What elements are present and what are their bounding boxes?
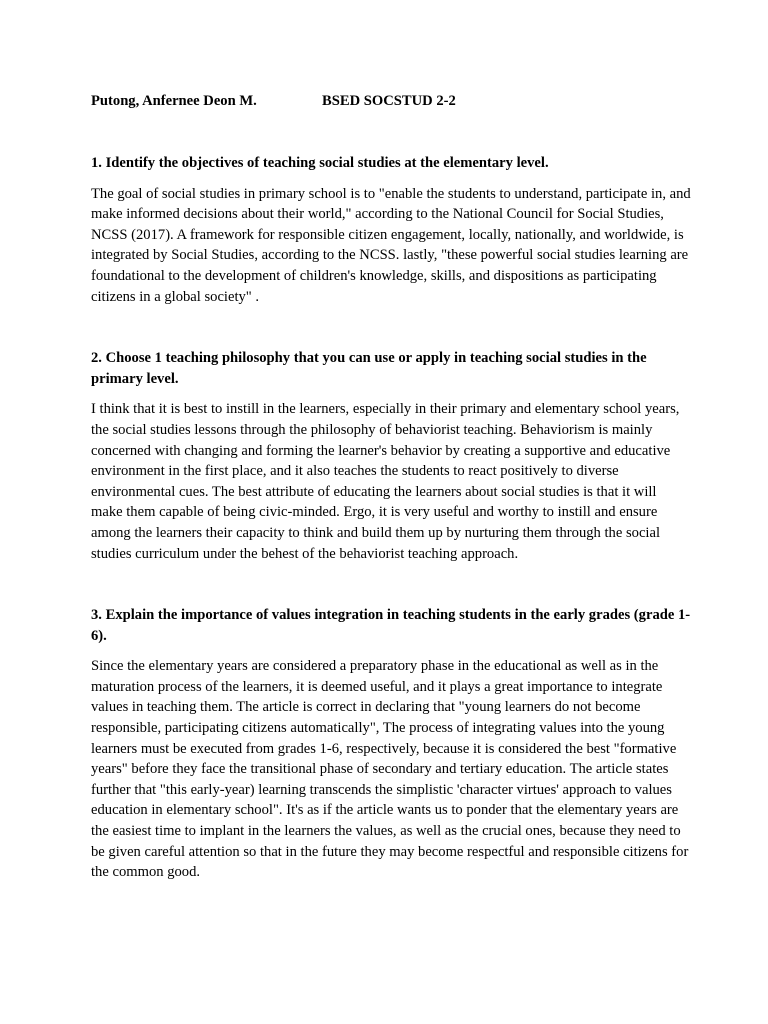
answer-2: I think that it is best to instill in the learners, especially in their primary and elementary school years, the social studies lessons through the philosophy of behaviorist teaching. Behaviorism is mainly concerned with changing and forming the learner's behavior by creating a supportive and educative environment in the first place, and it also teaches the students to react positively to diverse environmental cues. The best attribute of educating the learners about social studies is that it will make them capable of being civic-minded. Ergo, it is very useful and worthy to instill and ensure among the learners their capacity to think and build them up by nurturing them through the social studies curriculum under the behest of the behaviorist teaching approach. — [91, 401, 680, 562]
answer-3: Since the elementary years are considered a preparatory phase in the educational as well as in the maturation process of the learners, it is deemed useful, and it plays a great importance to integrate values in teaching them. The article is correct in declaring that "young learners do not become responsible, participating citizens automatically", The process of integrating values into the young learners must be executed from grades 1-6, respectively, because it is considered the best "formative years" before they face the transitional phase of secondary and tertiary education. The article states further that "this early-year) learning transcends the simplistic 'character virtues' approach to values education in elementary school". It's as if the article wants us to ponder that the elementary years are the easiest time to implant in the learners the values, as well as the crucial ones, because they need to be given careful attention so that in the future they may become respectful and responsible citizens for the common good. — [91, 658, 689, 881]
question-2: 2. Choose 1 teaching philosophy that you can use or apply in teaching social studies in the primary level. — [91, 350, 647, 387]
course-section: BSED SOCSTUD 2-2 — [322, 93, 456, 109]
document-header — [91, 91, 691, 112]
document-page — [91, 91, 691, 883]
answer-1: The goal of social studies in primary school is to "enable the students to understand, participate in, and make informed decisions about their world," according to the National Council for Social Studies, NCSS (2017). A framework for responsible citizen engagement, locally, nationally, and worldwide, is integrated by Social Studies, according to the NCSS. lastly, "these powerful social studies learning are foundational to the development of children's knowledge, skills, and dispositions as participating citizens in a global society" . — [91, 185, 691, 305]
question-1: 1. Identify the objectives of teaching social studies at the elementary level. — [91, 155, 549, 171]
student-name: Putong, Anfernee Deon M. — [91, 93, 257, 109]
question-3: 3. Explain the importance of values integration in teaching students in the early grades (grade 1-6). — [91, 607, 691, 644]
